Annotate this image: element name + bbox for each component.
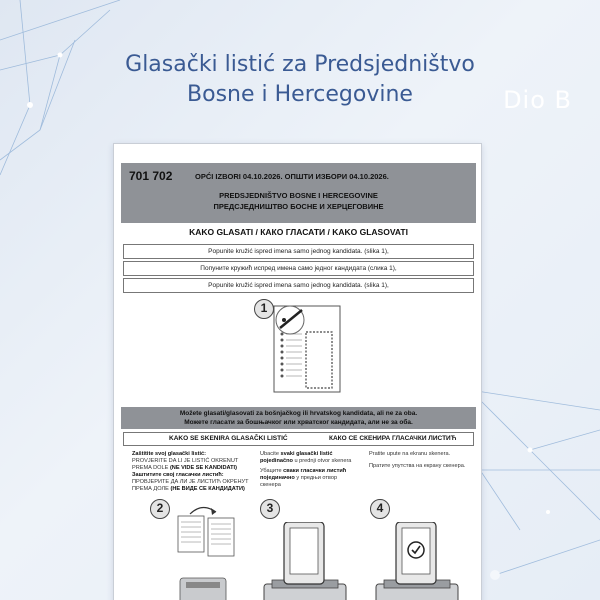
- howto-title: KAKO GLASATI / КАКО ГЛАСАТИ / KAKO GLASOVATI: [189, 227, 408, 237]
- ballot-flip-illustration: [172, 502, 242, 600]
- insert-c-cyrillic: појединачно: [260, 475, 295, 481]
- scan-heading-cyrillic: КАКО СЕ СКЕНИРА ГЛАСАЧКИ ЛИСТИЋ: [329, 435, 457, 442]
- insert-c-latin: pojedinačno: [260, 458, 293, 464]
- protect-note-latin: (NE VIDE SE KANDIDATI): [169, 465, 237, 471]
- protect-text-cyrillic-2: ПРЕМА ДОЛЕ: [132, 486, 169, 492]
- scan-heading-bar: [123, 432, 474, 446]
- scanner-insert-illustration: [260, 522, 350, 600]
- insert-a-cyrillic: Убаците: [260, 468, 282, 474]
- ballot-fill-illustration: [272, 304, 342, 394]
- part-label: Dio B: [503, 86, 572, 114]
- body-title-latin: PREDSJEDNIŠTVO BOSNE I HERCEGOVINE: [219, 191, 378, 200]
- notice-line-cyrillic: Можете гласати за бошњачког или хрватског кандидата, али не за оба.: [184, 419, 413, 426]
- step-3-badge: 3: [260, 499, 280, 519]
- protect-heading-latin: Zaštitite svoj glasački listić:: [132, 451, 206, 457]
- protect-text-latin-2: PREMA DOLE: [132, 465, 169, 471]
- ballot-number: 701 702: [129, 169, 173, 183]
- scanner-confirm-illustration: [372, 522, 462, 600]
- protect-heading-cyrillic: Заштитите свој гласачки листић:: [132, 472, 224, 478]
- title-line-2: Bosne i Hercegovine: [187, 82, 413, 107]
- insert-d-cyrillic: у предњи отвор скенера: [260, 475, 338, 488]
- protect-text-latin-1: PROVJERITE DA LI JE LISTIĆ OKRENUT: [132, 458, 239, 464]
- ballot-header: [121, 163, 476, 223]
- protect-text-cyrillic-1: ПРОВЈЕРИТЕ ДА ЛИ ЈЕ ЛИСТИЋ ОКРЕНУТ: [132, 479, 249, 485]
- step-4-badge: 4: [370, 499, 390, 519]
- notice-line-latin: Možete glasati/glasovati za bošnjačkog ili hrvatskog kandidata, ali ne za oba.: [179, 410, 418, 417]
- follow-text-cyrillic: Пратите упутства на екрану скенера.: [369, 463, 466, 469]
- follow-text-latin: Pratite upute na ekranu skenera.: [369, 451, 451, 457]
- insert-a-latin: Ubacite: [260, 451, 279, 457]
- scan-heading-latin: KAKO SE SKENIRA GLASAČKI LISTIĆ: [169, 435, 288, 442]
- notice-bar: [121, 407, 476, 429]
- scan-column-insert: [260, 451, 352, 489]
- step-2-badge: 2: [150, 499, 170, 519]
- insert-d-latin: u prednji otvor skenera: [294, 458, 352, 464]
- insert-b-cyrillic: сваки гласачки листић: [283, 468, 347, 474]
- instruction-row: Popunite kružić ispred imena samo jednog kandidata. (slika 1),: [123, 278, 474, 293]
- scan-column-follow: [369, 451, 469, 470]
- insert-b-latin: svaki glasački listić: [280, 451, 333, 457]
- scan-column-protect: [132, 451, 252, 493]
- instruction-row: Попуните кружић испред имена само једног кандидата (слика 1),: [123, 261, 474, 276]
- step-1-badge: 1: [254, 299, 274, 319]
- title-line-1: Glasački listić za Predsjedništvo: [125, 52, 475, 77]
- ballot-sheet: [113, 143, 482, 600]
- body-title-cyrillic: ПРЕДСЈЕДНИШТВО БОСНЕ И ХЕРЦЕГОВИНЕ: [213, 202, 384, 211]
- protect-note-cyrillic: (НЕ ВИДЕ СЕ КАНДИДАТИ): [170, 486, 245, 492]
- instruction-row: Popunite kružić ispred imena samo jednog kandidata. (slika 1),: [123, 244, 474, 259]
- election-line: OPĆI IZBORI 04.10.2026. ОПШТИ ИЗБОРИ 04.10.2026.: [195, 172, 389, 181]
